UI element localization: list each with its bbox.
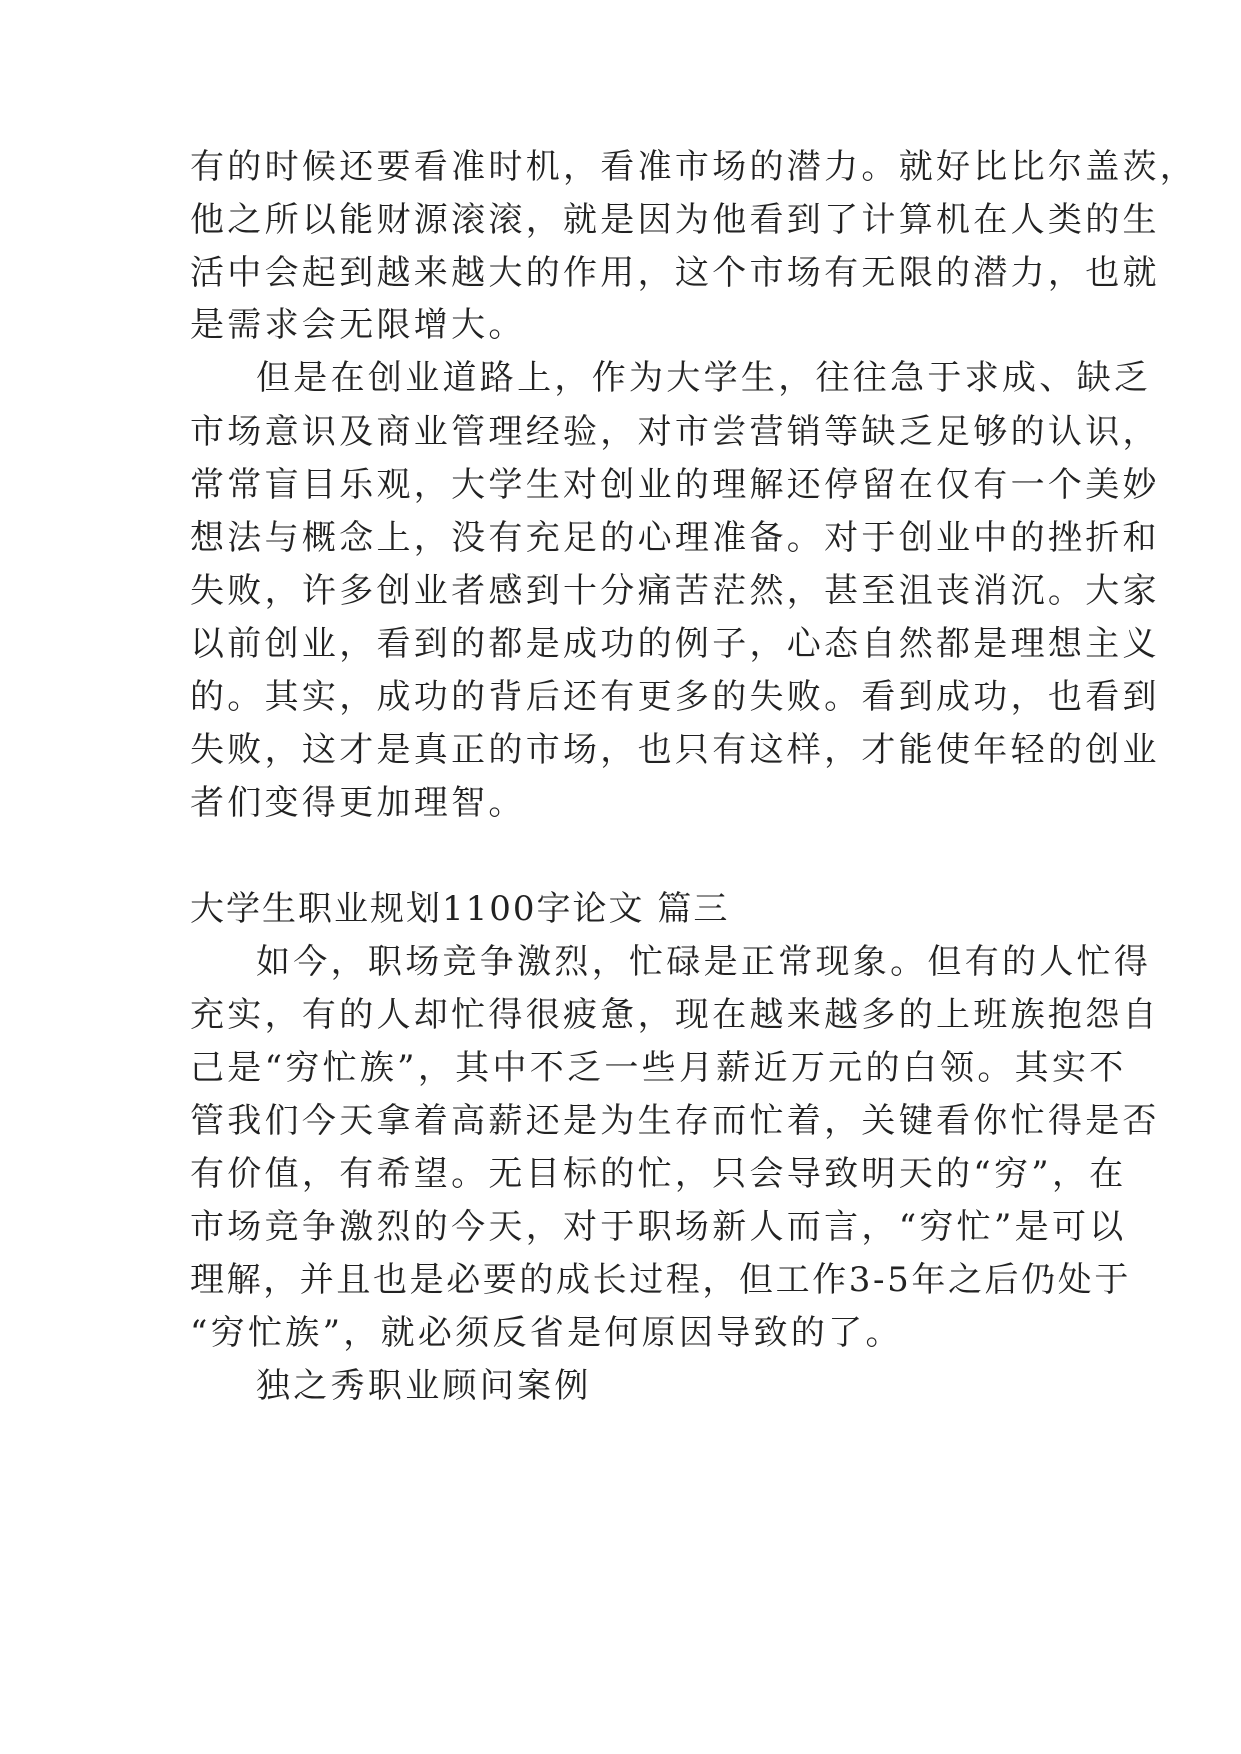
paragraph-3-line: 理解，并且也是必要的成长过程，但工作3-5年之后仍处于 [190,1260,1131,1300]
paragraph-2-line: 失败，这才是真正的市场，也只有这样，才能使年轻的创业 [190,730,1160,770]
paragraph-2-line: 者们变得更加理智。 [190,783,526,823]
paragraph-1-line: 是需求会无限增大。 [190,305,526,345]
paragraph-1-line: 他之所以能财源滚滚，就是因为他看到了计算机在人类的生 [190,200,1160,240]
section-heading: 大学生职业规划1100字论文 篇三 [190,889,730,929]
paragraph-1-line: 活中会起到越来越大的作用，这个市场有无限的潜力，也就 [190,253,1160,293]
paragraph-3-line: 市场竞争激烈的今天，对于职场新人而言，“穷忙”是可以 [190,1207,1127,1247]
paragraph-3-line: 己是“穷忙族”，其中不乏一些月薪近万元的白领。其实不 [190,1048,1127,1088]
paragraph-2-line: 市场意识及商业管理经验，对市尝营销等缺乏足够的认识， [190,412,1160,452]
paragraph-2-line: 想法与概念上，没有充足的心理准备。对于创业中的挫折和 [190,518,1160,558]
paragraph-1-line: 有的时候还要看准时机，看准市场的潜力。就好比比尔盖茨， [190,147,1198,187]
paragraph-2-line: 常常盲目乐观，大学生对创业的理解还停留在仅有一个美妙 [190,465,1160,505]
paragraph-3-line: 管我们今天拿着高薪还是为生存而忙着，关键看你忙得是否 [190,1101,1160,1141]
paragraph-2-line: 以前创业，看到的都是成功的例子，心态自然都是理想主义 [190,624,1160,664]
paragraph-3-line: “穷忙族”，就必须反省是何原因导致的了。 [190,1313,903,1353]
paragraph-2-line: 失败，许多创业者感到十分痛苦茫然，甚至沮丧消沉。大家 [190,571,1160,611]
paragraph-4-line: 独之秀职业顾问案例 [256,1366,592,1406]
paragraph-2-line: 但是在创业道路上，作为大学生，往往急于求成、缺乏 [256,358,1152,398]
paragraph-3-line: 如今，职场竞争激烈，忙碌是正常现象。但有的人忙得 [256,942,1152,982]
paragraph-3-line: 充实，有的人却忙得很疲惫，现在越来越多的上班族抱怨自 [190,995,1160,1035]
paragraph-3-line: 有价值，有希望。无目标的忙，只会导致明天的“穷”，在 [190,1154,1127,1194]
paragraph-2-line: 的。其实，成功的背后还有更多的失败。看到成功，也看到 [190,677,1160,717]
